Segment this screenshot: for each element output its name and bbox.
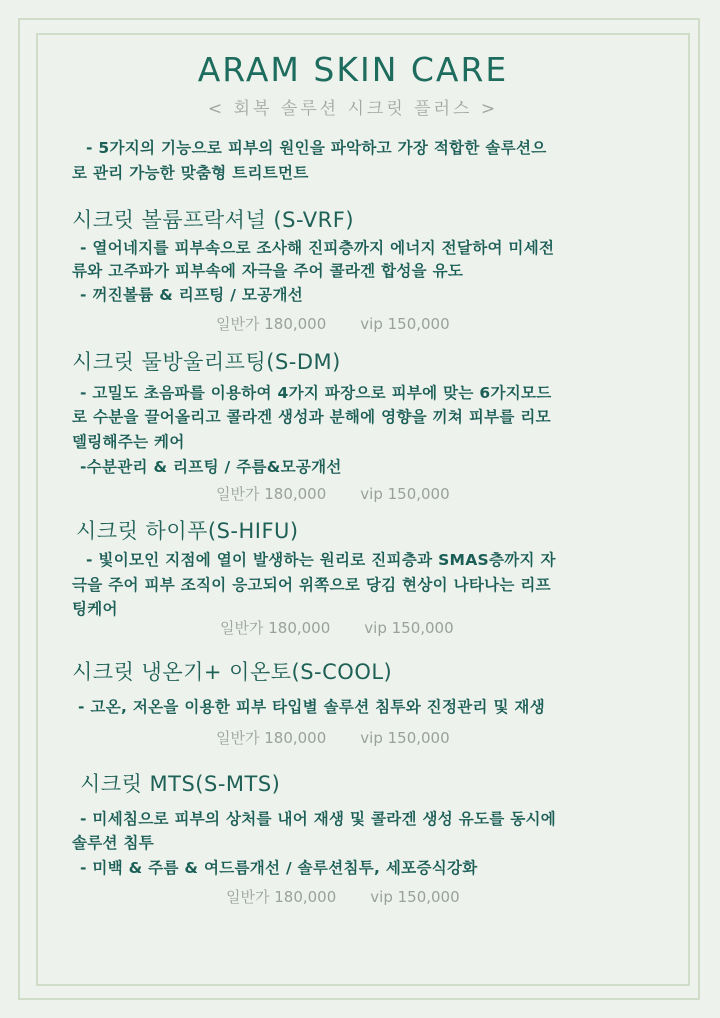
service-title: 시크릿 냉온기+ 이온토(S-COOL): [72, 660, 393, 684]
price-vip: vip 150,000: [370, 888, 460, 906]
price-regular: 일반가 180,000: [216, 315, 327, 333]
service-price: [216, 727, 484, 748]
service-title: 시크릿 물방울리프팅(S-DM): [72, 350, 341, 374]
price-regular: 일반가 180,000: [220, 619, 331, 637]
price-regular: 일반가 180,000: [216, 729, 327, 747]
intro-line: 로 관리 가능한 맞춤형 트리트먼트: [72, 164, 309, 182]
service-price: [220, 617, 488, 638]
service-desc-line: - 미세침으로 피부의 상처를 내어 재생 및 콜라겐 생성 유도를 동시에: [80, 810, 557, 828]
page-title: ARAM SKIN CARE: [197, 50, 509, 89]
service-desc-line: 로 수분을 끌어올리고 콜라겐 생성과 분해에 영향을 끼쳐 피부를 리모: [72, 408, 551, 426]
price-vip: vip 150,000: [360, 729, 450, 747]
service-desc-line: - 꺼진볼륨 & 리프팅 / 모공개선: [80, 286, 303, 304]
page-subtitle: < 회복 솔루션 시크릿 플러스 >: [207, 99, 499, 119]
price-vip: vip 150,000: [360, 485, 450, 503]
service-title: 시크릿 하이푸(S-HIFU): [76, 519, 299, 543]
service-desc-line: 델링해주는 케어: [72, 433, 185, 451]
service-desc-line: - 고밀도 초음파를 이용하여 4가지 파장으로 피부에 맞는 6가지모드: [80, 384, 552, 402]
intro-line: - 5가지의 기능으로 피부의 원인을 파악하고 가장 적합한 솔루션으: [86, 139, 547, 157]
price-regular: 일반가 180,000: [226, 888, 337, 906]
service-price: [226, 886, 494, 907]
service-desc-line: 류와 고주파가 피부속에 자극을 주어 콜라겐 합성을 유도: [72, 262, 464, 280]
service-desc-line: - 열어네지를 피부속으로 조사해 진피층까지 에너지 전달하여 미세전: [80, 239, 555, 257]
price-vip: vip 150,000: [364, 619, 454, 637]
service-desc-line: 팅케어: [72, 600, 118, 618]
service-desc-line: 솔루션 침투: [72, 834, 155, 852]
price-vip: vip 150,000: [360, 315, 450, 333]
service-desc-line: - 미백 & 주름 & 여드름개선 / 솔루션침투, 세포증식강화: [80, 859, 478, 877]
service-desc-line: - 고온, 저온을 이용한 피부 타입별 솔루션 침투와 진정관리 및 재생: [78, 698, 545, 716]
service-title: 시크릿 MTS(S-MTS): [80, 772, 281, 796]
service-title: 시크릿 볼륨프락셔널 (S-VRF): [72, 208, 355, 232]
service-price: [216, 483, 484, 504]
service-desc-line: 극을 주어 피부 조직이 응고되어 위쪽으로 당김 현상이 나타나는 리프: [72, 576, 551, 594]
service-desc-line: - 빛이모인 지점에 열이 발생하는 원리로 진피층과 SMAS층까지 자: [86, 551, 556, 569]
service-price: [216, 313, 484, 334]
price-regular: 일반가 180,000: [216, 485, 327, 503]
service-desc-line: -수분관리 & 리프팅 / 주름&모공개선: [80, 458, 342, 476]
